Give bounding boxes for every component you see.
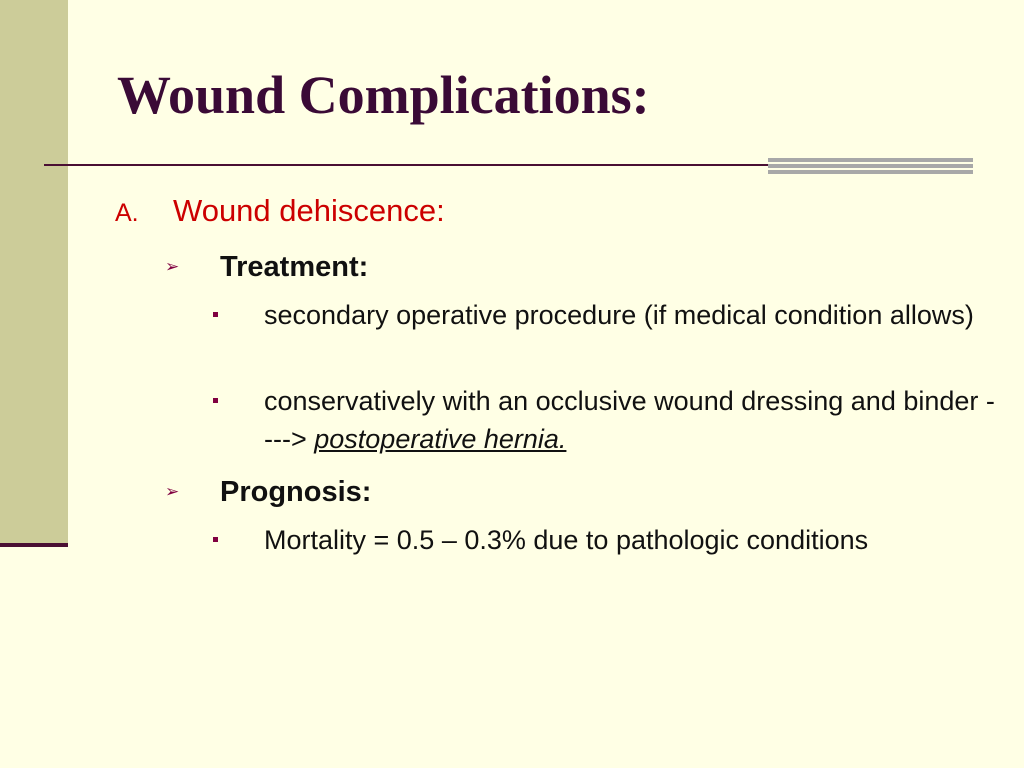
treatment-item-text: secondary operative procedure (if medical condition allows) [264,300,974,330]
square-bullet-icon [213,398,218,403]
slide-title: Wound Complications: [117,65,650,125]
square-bullet-icon [213,537,218,542]
treatment-heading-row [165,249,368,285]
square-bullet-icon [213,312,218,317]
section-heading-row [115,191,445,233]
arrow-bullet-icon: ➢ [165,482,180,501]
treatment-item-text-plain: conservatively with an occlusive wound dressing and binder ----> [264,386,995,454]
treatment-heading: Treatment: [220,251,369,283]
prognosis-item-text: Mortality = 0.5 – 0.3% due to pathologic conditions [264,525,869,555]
postoperative-hernia-emphasis: postoperative hernia. [314,424,567,454]
title-divider-accent [768,158,973,162]
title-divider-line [44,164,768,166]
prognosis-heading-row [165,474,371,510]
treatment-item-text [264,382,999,458]
section-marker: A. [115,199,139,227]
side-decoration-rule [0,543,68,547]
prognosis-heading: Prognosis: [220,476,372,508]
side-decoration-band [0,0,68,545]
section-heading: Wound dehiscence: [173,193,445,228]
arrow-bullet-icon: ➢ [165,257,180,276]
